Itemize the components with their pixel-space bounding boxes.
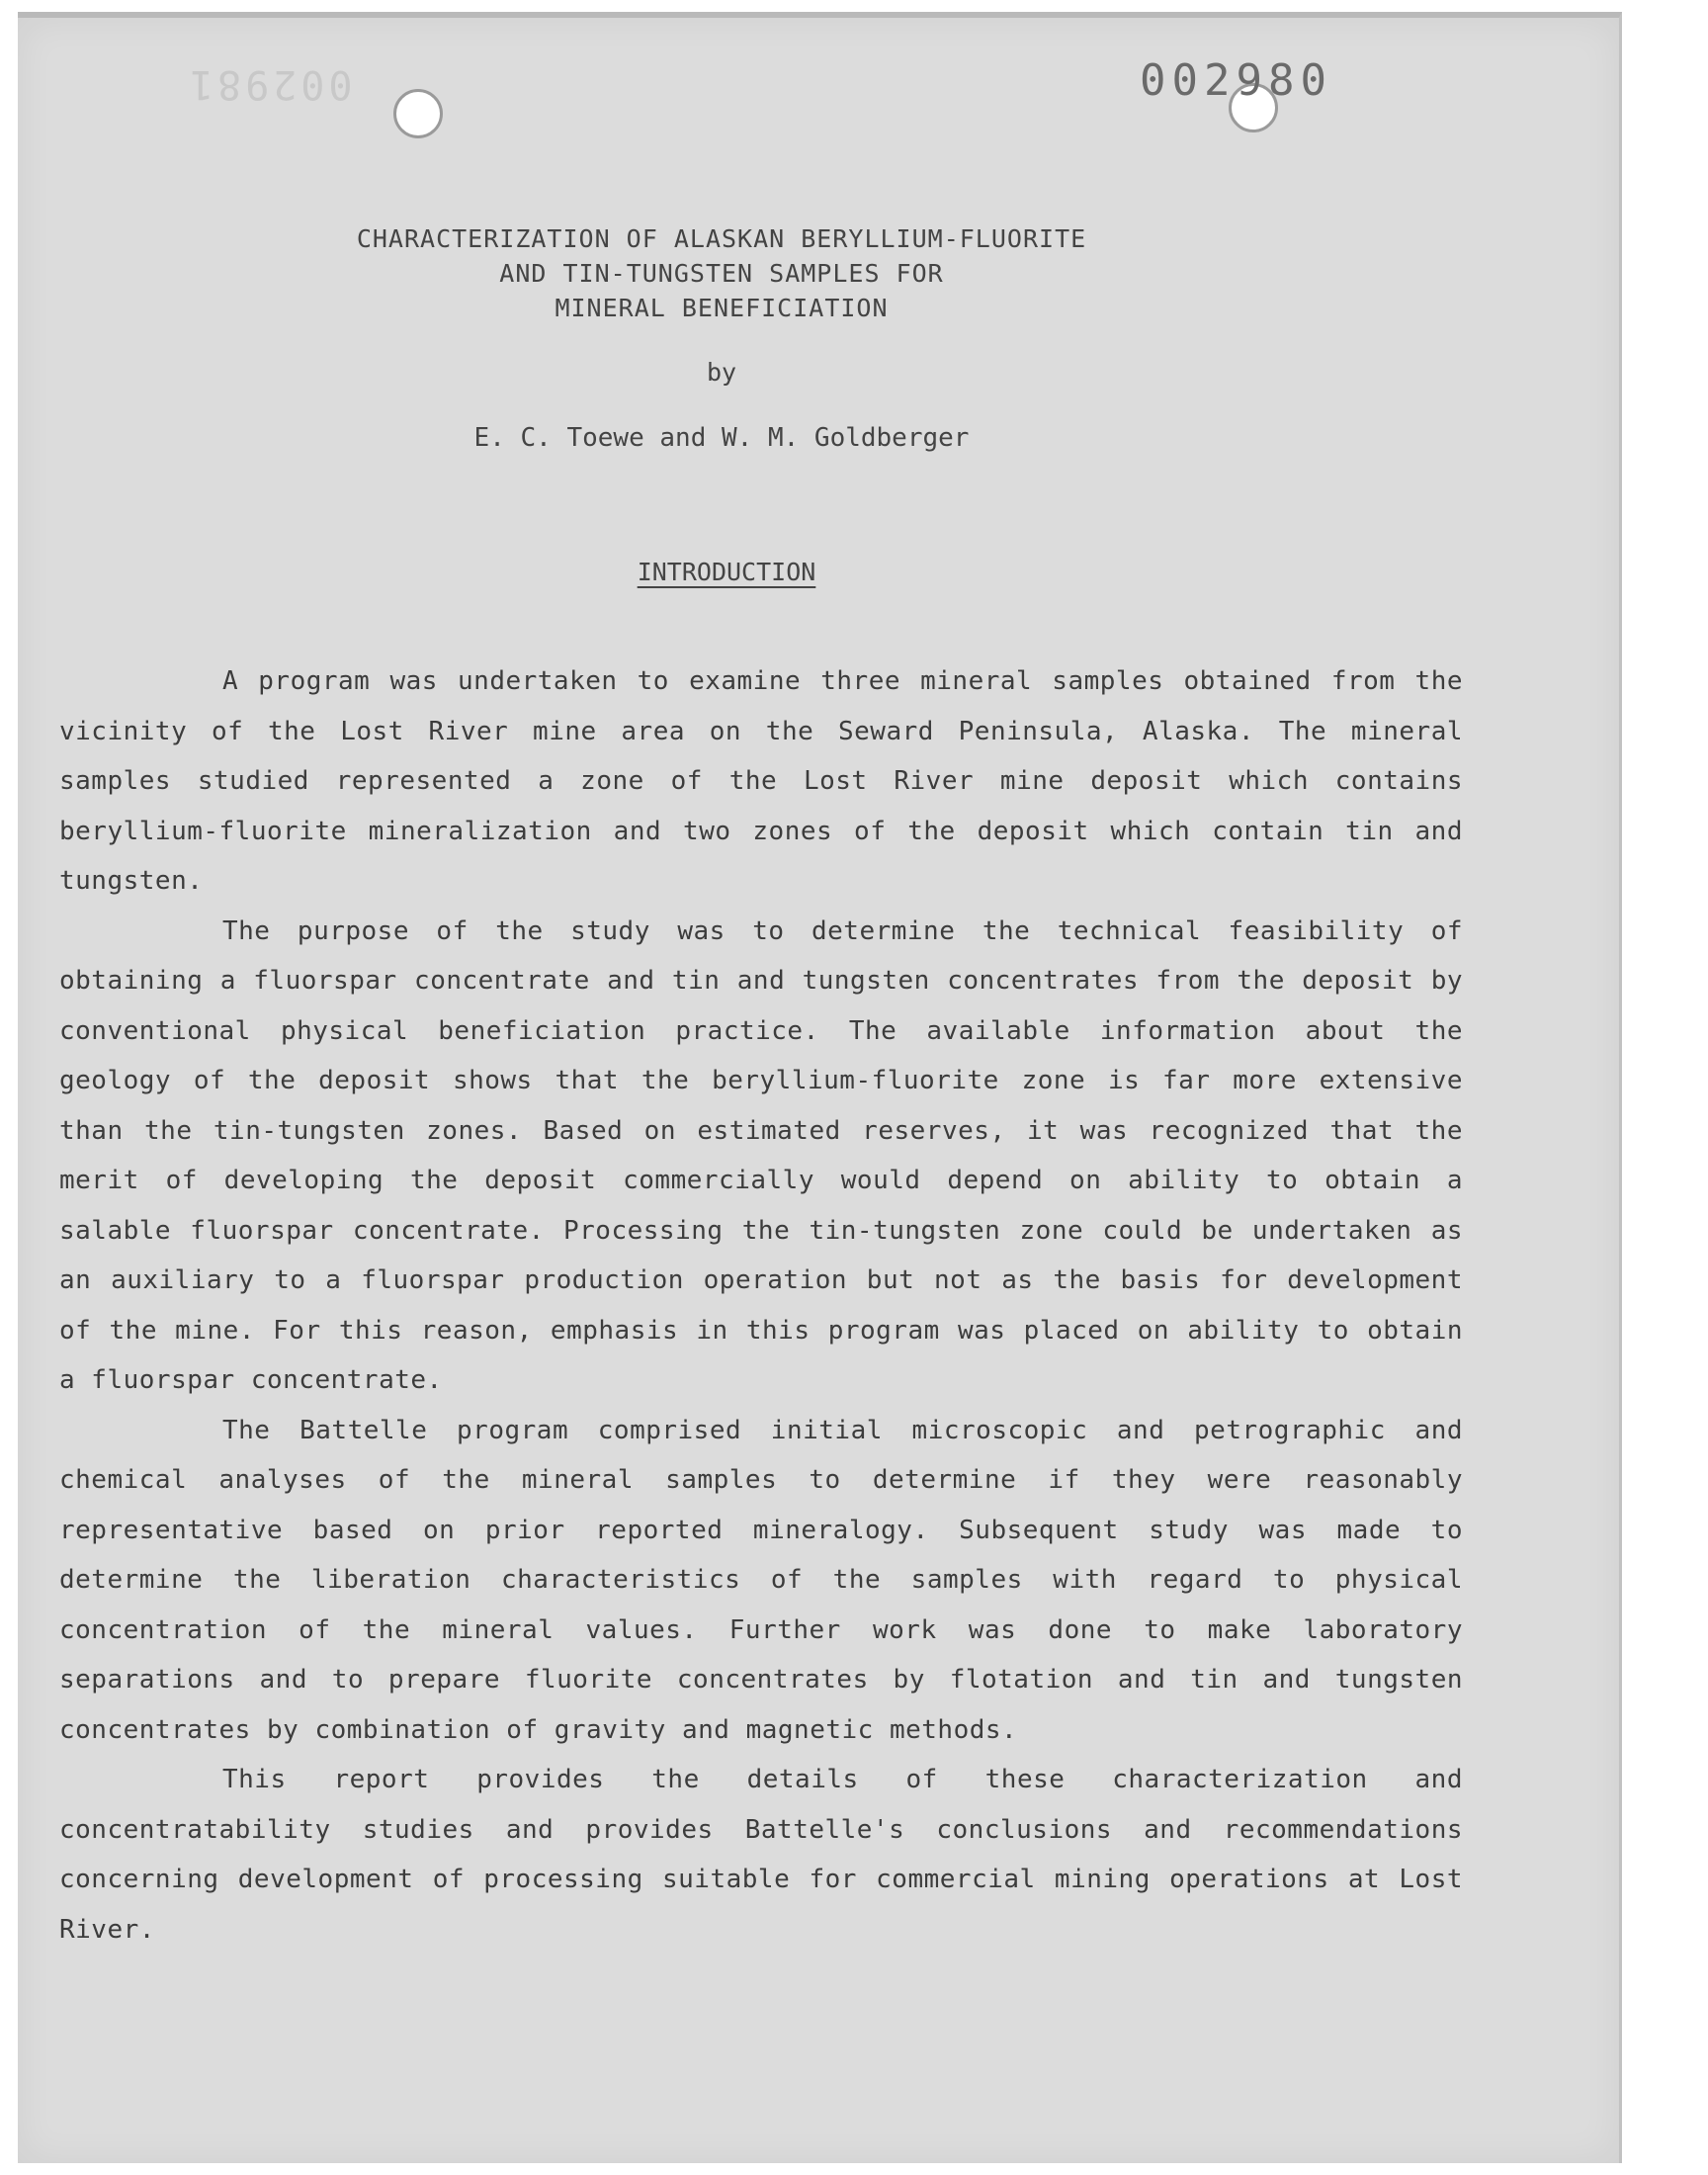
paragraph-2: The purpose of the study was to determine the technical feasibility of obtaining a fluorspar concentrate and tin and tungsten concentrates from the deposit by conventional physical beneficiation practice. The available information about the geology of the deposit shows that the beryllium-fluorite zone is far more extensive than the tin-tungsten zones. Based on estimated reserves, it was recognized that the merit of developing the deposit commercially would depend on ability to obtain a salable fluorspar concentrate. Processing the tin-tungsten zone could be undertaken as an auxiliary to a fluorspar production operation but not as the basis for development of the mine. For this reason, emphasis in this program was placed on ability to obtain a fluorspar concentrate. bbox=[59, 915, 1463, 1395]
section-heading-text: INTRODUCTION bbox=[637, 558, 816, 586]
authors: E. C. Toewe and W. M. Goldberger bbox=[473, 423, 970, 453]
introduction-body bbox=[59, 656, 1463, 1955]
title-line-3: MINERAL BENEFICIATION bbox=[555, 294, 889, 322]
punch-hole-left bbox=[393, 89, 443, 138]
paragraph-3: The Battelle program comprised initial microscopic and petrographic and chemical analyses of the mineral samples to determine if they were reasonably representative based on prior reported mineralogy. Subsequent study was made to determine the liberation characteristics of the samples with regard to physical concentration of the mineral values. Further work was done to make laboratory separations and to prepare fluorite concentrates by flotation and tin and tungsten concentrates by combination of gravity and magnetic methods. bbox=[59, 1415, 1463, 1745]
paragraph-4: This report provides the details of these characterization and concentratability studies and provides Battelle's conclusions and recommendations concerning development of processing suitable for commercial mining operations at Lost River. bbox=[59, 1765, 1463, 1945]
section-heading bbox=[0, 558, 1453, 586]
title-line-2: AND TIN-TUNGSTEN SAMPLES FOR bbox=[499, 259, 944, 288]
document-number-stamp: 002980 bbox=[1140, 55, 1332, 106]
paragraph-1: A program was undertaken to examine three mineral samples obtained from the vicinity of the Lost River mine area on the Seward Peninsula, Alaska. The mineral samples studied represented a zone of the Lost River mine deposit which contains beryllium-fluorite mineralization and two zones of the deposit which contain tin and tungsten. bbox=[59, 666, 1463, 896]
report-title bbox=[0, 221, 1443, 325]
by-label: by bbox=[706, 358, 737, 387]
title-line-1: CHARACTERIZATION OF ALASKAN BERYLLIUM-FLUORITE bbox=[356, 224, 1087, 253]
faint-stamp-number: 002981 bbox=[186, 61, 353, 107]
